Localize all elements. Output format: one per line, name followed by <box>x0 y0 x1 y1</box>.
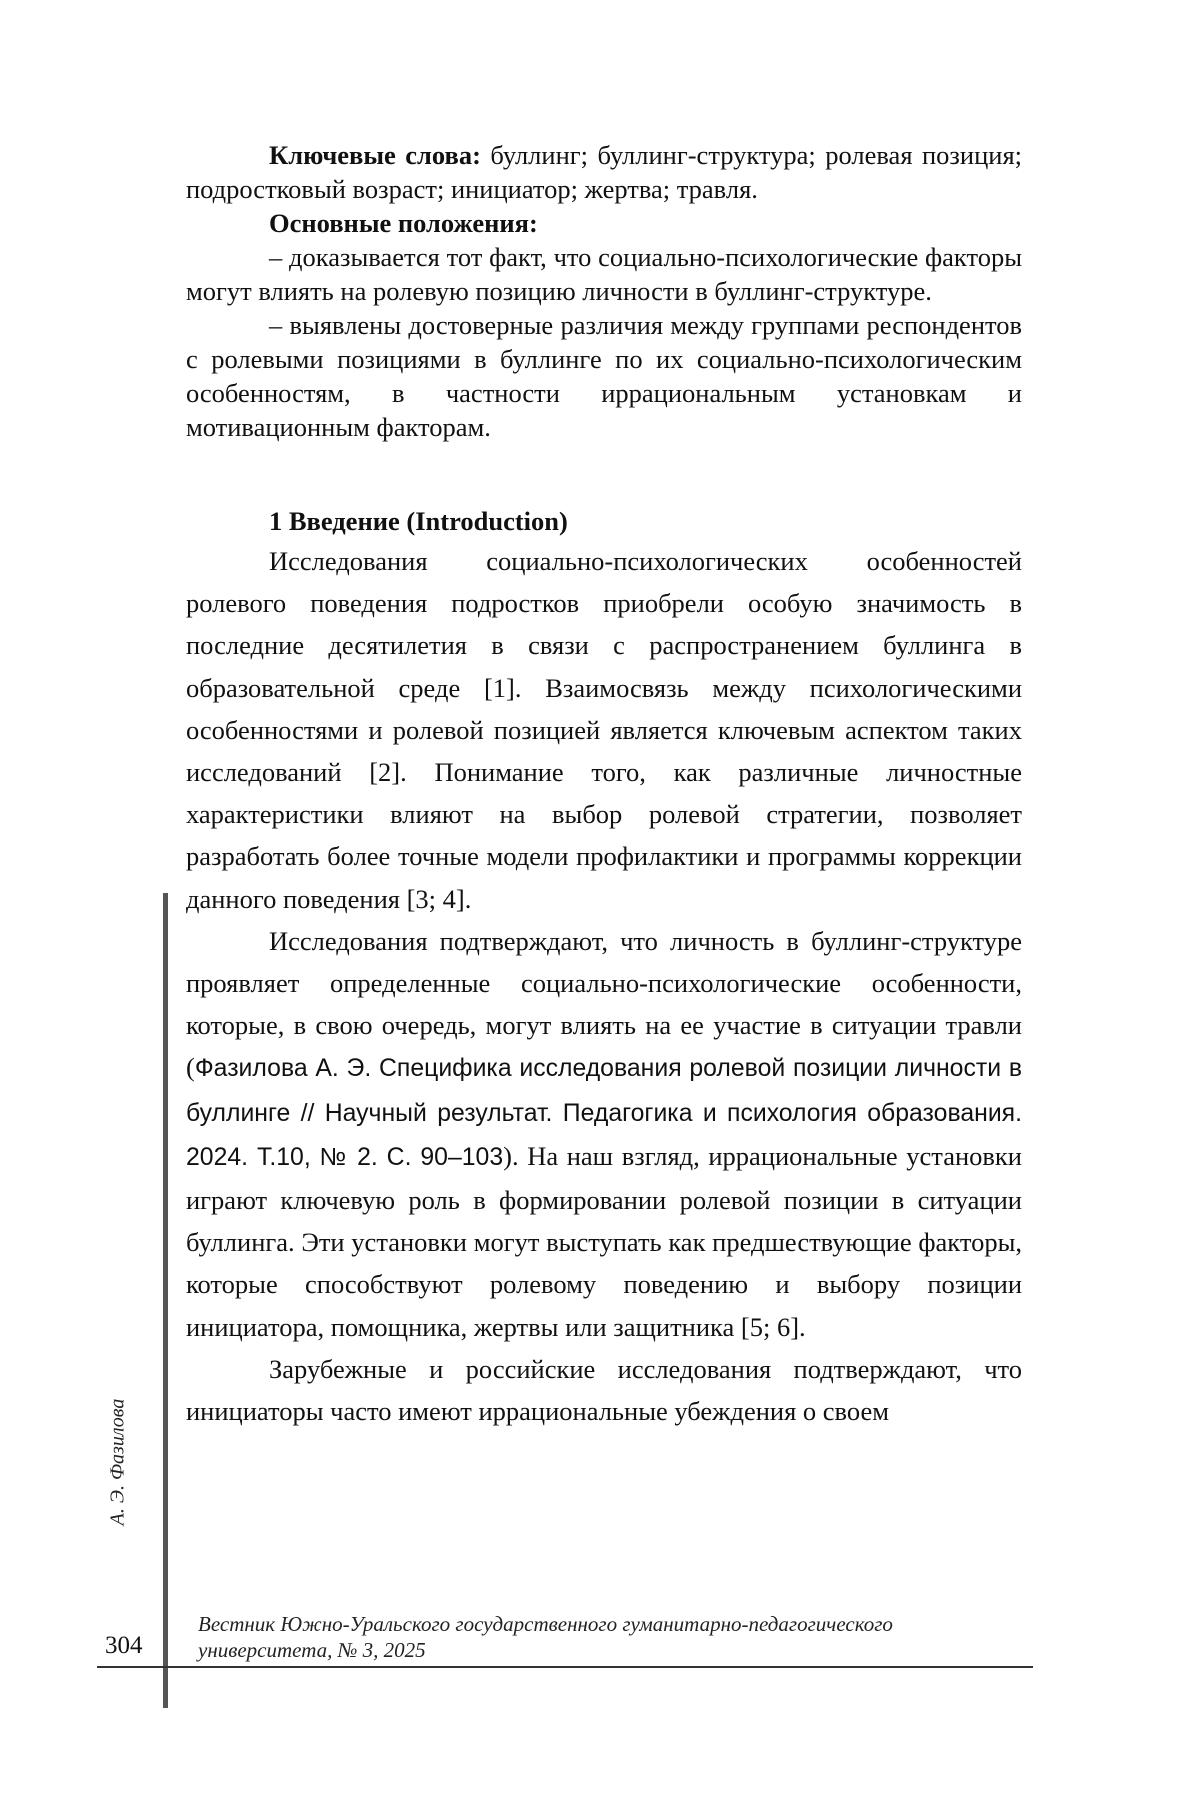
main-text <box>186 502 1022 1432</box>
body-paragraph: Исследования социально-психологических особенностей ролевого поведения подростков приобрели особую значимость в последние десятилетия в связи с распространением буллинга в образовательной среде [1]. Взаимосвязь между психологическими особенностями и ролевой позицией является ключевым аспектом таких исследований [2]. Понимание того, как различные личностные характеристики влияют на выбор ролевой стратегии, позволяет разработать более точные модели профилактики и программы коррекции данного поведения [3; 4]. <box>186 540 1022 920</box>
keywords-block <box>186 138 1022 444</box>
side-author-text: А. Э. Фазилова <box>107 1399 130 1526</box>
main-point-item: – доказывается тот факт, что социально-психологические факторы могут влиять на ролевую позицию личности в буллинг-структуре. <box>186 240 1022 308</box>
keywords-label: Ключевые слова: <box>269 140 481 170</box>
keywords-paragraph <box>186 138 1022 206</box>
main-points-label: Основные положения: <box>186 206 1022 240</box>
paragraph-text: Исследования подтверждают, что личность в буллинг-структуре проявляет определенные социально-психологические особенности, которые, в свою очередь, могут влиять на ее участие в ситуации травли ( <box>186 926 1022 1083</box>
section-heading: 1 Введение (Introduction) <box>186 502 1022 540</box>
page-number: 304 <box>105 1632 143 1660</box>
inline-citation: Фазилова А. Э. Специфика исследования ролевой позиции личности в буллинге // Научный результат. Педагогика и психология образования. 2024. Т.10, № 2. С. 90–103 <box>186 1055 1022 1170</box>
journal-page <box>0 0 1200 1798</box>
footer-line <box>97 1666 1033 1668</box>
paragraph-text: ). На наш взгляд, иррациональные установки играют ключевую роль в формировании ролевой позиции в ситуации буллинга. Эти установки могут выступать как предшествующие факторы, которые способствуют ролевому поведению и выбору позиции инициатора, помощника, жертвы или защитника [5; 6]. <box>186 1141 1022 1342</box>
body-paragraph: Зарубежные и российские исследования подтверждают, что инициаторы часто имеют иррациональные убеждения о своем <box>186 1348 1022 1432</box>
journal-title: Вестник Южно-Уральского государственного гуманитарно-педагогического университета, № 3, 2025 <box>198 1611 1028 1663</box>
body-paragraph <box>186 920 1022 1348</box>
side-rule <box>163 893 168 1708</box>
main-point-item: – выявлены достоверные различия между группами респондентов с ролевыми позициями в буллинге по их социально-психологическим особенностям, в частности иррациональным установкам и мотивационным факторам. <box>186 308 1022 444</box>
side-author <box>98 1312 138 1612</box>
keywords-text: буллинг; буллинг-структура; ролевая позиция; подростковый возраст; инициатор; жертва; травля. <box>186 140 1022 204</box>
